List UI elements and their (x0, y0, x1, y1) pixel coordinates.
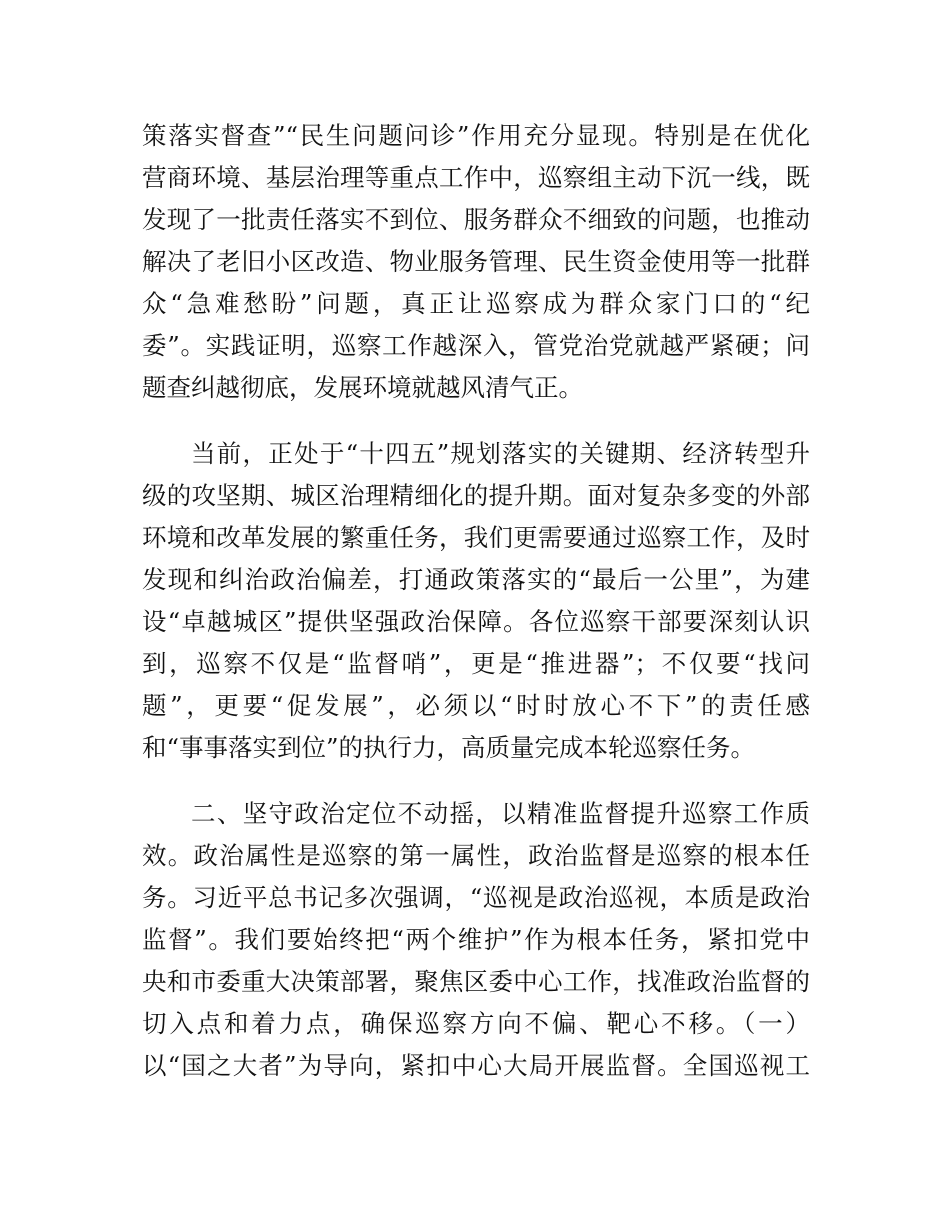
paragraph-line: 委”。实践证明，巡察工作越深入，管党治党就越严紧硬；问 (142, 331, 810, 360)
paragraph-line: 监督”。我们要始终把“两个维护”作为根本任务，紧扣党中 (142, 925, 810, 954)
paragraph-line: 效。政治属性是巡察的第一属性，政治监督是巡察的根本任 (142, 841, 810, 870)
paragraph-spacer (142, 409, 810, 433)
paragraph-line: 策落实督查”“民生问题问诊”作用充分显现。特别是在优化 (142, 121, 810, 150)
paragraph-line: 务。习近平总书记多次强调，“巡视是政治巡视，本质是政治 (142, 883, 810, 912)
paragraph-line: 以“国之大者”为导向，紧扣中心大局开展监督。全国巡视工 (142, 1051, 810, 1080)
paragraph-line: 到，巡察不仅是“监督哨”，更是“推进器”；不仅要“找问 (142, 649, 810, 678)
paragraph-line: 环境和改革发展的繁重任务，我们更需要通过巡察工作，及时 (142, 523, 810, 552)
paragraph-line: 央和市委重大决策部署，聚焦区委中心工作，找准政治监督的 (142, 967, 810, 996)
paragraph-line: 设“卓越城区”提供坚强政治保障。各位巡察干部要深刻认识 (142, 607, 810, 636)
paragraph-line: 二、坚守政治定位不动摇，以精准监督提升巡察工作质 (191, 799, 810, 828)
paragraph-line: 切入点和着力点，确保巡察方向不偏、靶心不移。（一） (142, 1009, 810, 1038)
paragraph-2 (142, 433, 810, 769)
paragraph-line: 发现了一批责任落实不到位、服务群众不细致的问题，也推动 (142, 205, 810, 234)
paragraph-line: 级的攻坚期、城区治理精细化的提升期。面对复杂多变的外部 (142, 481, 810, 510)
document-body (142, 115, 810, 1087)
paragraph-1 (142, 115, 810, 409)
paragraph-line: 和“事事落实到位”的执行力，高质量完成本轮巡察任务。 (142, 733, 756, 762)
paragraph-line: 发现和纠治政治偏差，打通政策落实的“最后一公里”，为建 (142, 565, 810, 594)
paragraph-line: 当前，正处于“十四五”规划落实的关键期、经济转型升 (191, 439, 810, 468)
paragraph-spacer (142, 769, 810, 793)
paragraph-line: 众“急难愁盼”问题，真正让巡察成为群众家门口的“纪 (142, 289, 810, 318)
paragraph-line: 解决了老旧小区改造、物业服务管理、民生资金使用等一批群 (142, 247, 810, 276)
paragraph-line: 营商环境、基层治理等重点工作中，巡察组主动下沉一线，既 (142, 163, 810, 192)
paragraph-3 (142, 793, 810, 1087)
paragraph-line: 题查纠越彻底，发展环境就越风清气正。 (142, 373, 583, 402)
paragraph-line: 题”，更要“促发展”，必须以“时时放心不下”的责任感 (142, 691, 810, 720)
